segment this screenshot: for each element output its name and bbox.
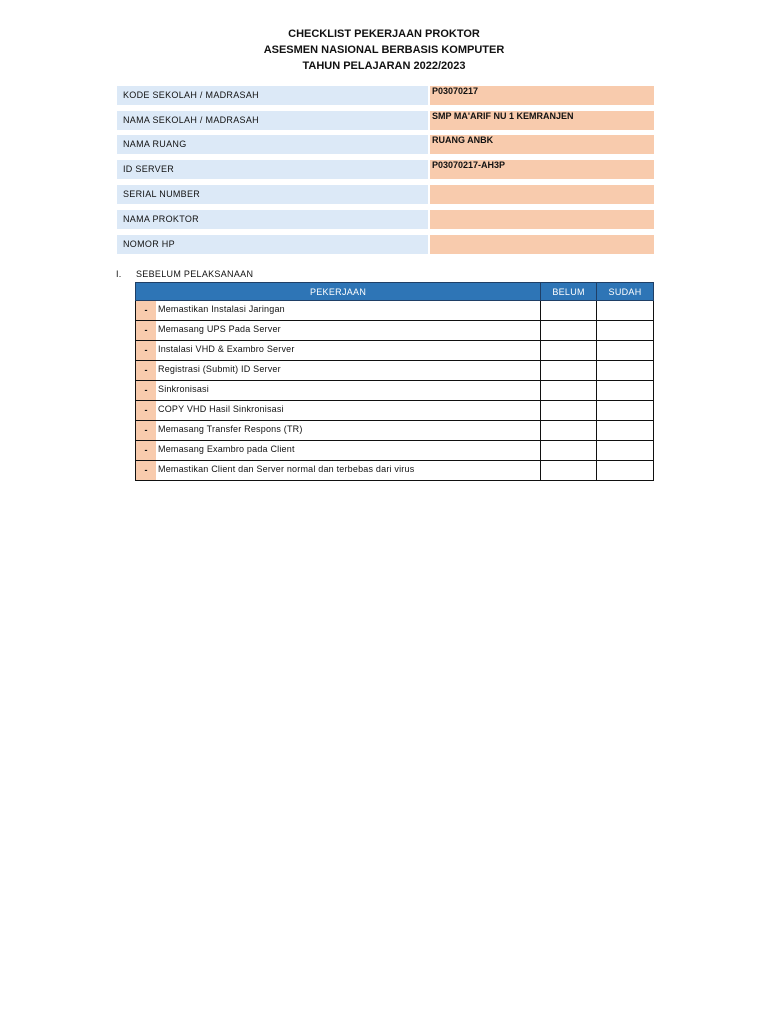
title-line-1: CHECKLIST PEKERJAAN PROKTOR [288, 28, 480, 40]
task-cell [136, 321, 541, 341]
section-number: I. [116, 269, 122, 279]
bullet-dash: - [136, 301, 156, 320]
info-label: SERIAL NUMBER [117, 185, 428, 204]
task-text: Registrasi (Submit) ID Server [158, 364, 281, 374]
info-row-serial-number [117, 185, 654, 204]
bullet-dash: - [136, 401, 156, 420]
sudah-checkbox-cell[interactable] [597, 421, 654, 441]
bullet-dash: - [136, 441, 156, 460]
info-value[interactable]: RUANG ANBK [430, 135, 654, 154]
column-header-sudah: SUDAH [597, 283, 654, 301]
info-label: NAMA PROKTOR [117, 210, 428, 229]
belum-checkbox-cell[interactable] [541, 321, 597, 341]
sudah-checkbox-cell[interactable] [597, 381, 654, 401]
task-text: Memasang UPS Pada Server [158, 324, 281, 334]
info-row-nomor-hp [117, 235, 654, 254]
info-value[interactable]: P03070217-AH3P [430, 160, 654, 179]
task-cell [136, 361, 541, 381]
document-title [0, 26, 768, 74]
bullet-dash: - [136, 381, 156, 400]
table-row [136, 461, 654, 481]
info-row-nama-ruang [117, 135, 654, 154]
bullet-dash: - [136, 361, 156, 380]
task-cell [136, 341, 541, 361]
belum-checkbox-cell[interactable] [541, 361, 597, 381]
table-row [136, 421, 654, 441]
task-text: Memasang Exambro pada Client [158, 444, 295, 454]
table-row [136, 381, 654, 401]
info-row-id-server [117, 160, 654, 179]
column-header-belum: BELUM [541, 283, 597, 301]
task-text: Memastikan Client dan Server normal dan terbebas dari virus [158, 464, 415, 474]
title-line-2: ASESMEN NASIONAL BERBASIS KOMPUTER [263, 44, 505, 56]
sudah-checkbox-cell[interactable] [597, 341, 654, 361]
section-title: SEBELUM PELAKSANAAN [136, 269, 254, 279]
info-value[interactable] [430, 210, 654, 229]
info-row-nama-proktor [117, 210, 654, 229]
task-cell [136, 441, 541, 461]
info-row-nama-sekolah [117, 111, 654, 130]
info-label: NAMA SEKOLAH / MADRASAH [117, 111, 428, 130]
belum-checkbox-cell[interactable] [541, 301, 597, 321]
info-label: KODE SEKOLAH / MADRASAH [117, 86, 428, 105]
task-text: Memastikan Instalasi Jaringan [158, 304, 285, 314]
info-value[interactable]: P03070217 [430, 86, 654, 105]
bullet-dash: - [136, 341, 156, 360]
sudah-checkbox-cell[interactable] [597, 301, 654, 321]
column-header-task: PEKERJAAN [136, 283, 541, 301]
task-text: Sinkronisasi [158, 384, 209, 394]
sudah-checkbox-cell[interactable] [597, 401, 654, 421]
task-cell [136, 461, 541, 481]
table-header-row [136, 283, 654, 301]
table-row [136, 321, 654, 341]
checklist-table [135, 282, 654, 481]
table-row [136, 441, 654, 461]
belum-checkbox-cell[interactable] [541, 461, 597, 481]
info-label: ID SERVER [117, 160, 428, 179]
task-text: COPY VHD Hasil Sinkronisasi [158, 404, 284, 414]
title-line-3: TAHUN PELAJARAN 2022/2023 [302, 60, 466, 72]
task-cell [136, 301, 541, 321]
table-row [136, 341, 654, 361]
table-row [136, 301, 654, 321]
belum-checkbox-cell[interactable] [541, 421, 597, 441]
bullet-dash: - [136, 321, 156, 340]
task-text: Instalasi VHD & Exambro Server [158, 344, 295, 354]
info-value[interactable] [430, 235, 654, 254]
belum-checkbox-cell[interactable] [541, 401, 597, 421]
bullet-dash: - [136, 461, 156, 480]
info-label: NAMA RUANG [117, 135, 428, 154]
bullet-dash: - [136, 421, 156, 440]
sudah-checkbox-cell[interactable] [597, 361, 654, 381]
sudah-checkbox-cell[interactable] [597, 441, 654, 461]
task-cell [136, 401, 541, 421]
section-heading [116, 268, 253, 280]
info-value[interactable]: SMP MA'ARIF NU 1 KEMRANJEN [430, 111, 654, 130]
task-text: Memasang Transfer Respons (TR) [158, 424, 303, 434]
info-row-kode-sekolah [117, 86, 654, 105]
sudah-checkbox-cell[interactable] [597, 321, 654, 341]
table-row [136, 361, 654, 381]
belum-checkbox-cell[interactable] [541, 381, 597, 401]
sudah-checkbox-cell[interactable] [597, 461, 654, 481]
task-cell [136, 381, 541, 401]
belum-checkbox-cell[interactable] [541, 341, 597, 361]
info-value[interactable] [430, 185, 654, 204]
info-label: NOMOR HP [117, 235, 428, 254]
table-row [136, 401, 654, 421]
task-cell [136, 421, 541, 441]
belum-checkbox-cell[interactable] [541, 441, 597, 461]
